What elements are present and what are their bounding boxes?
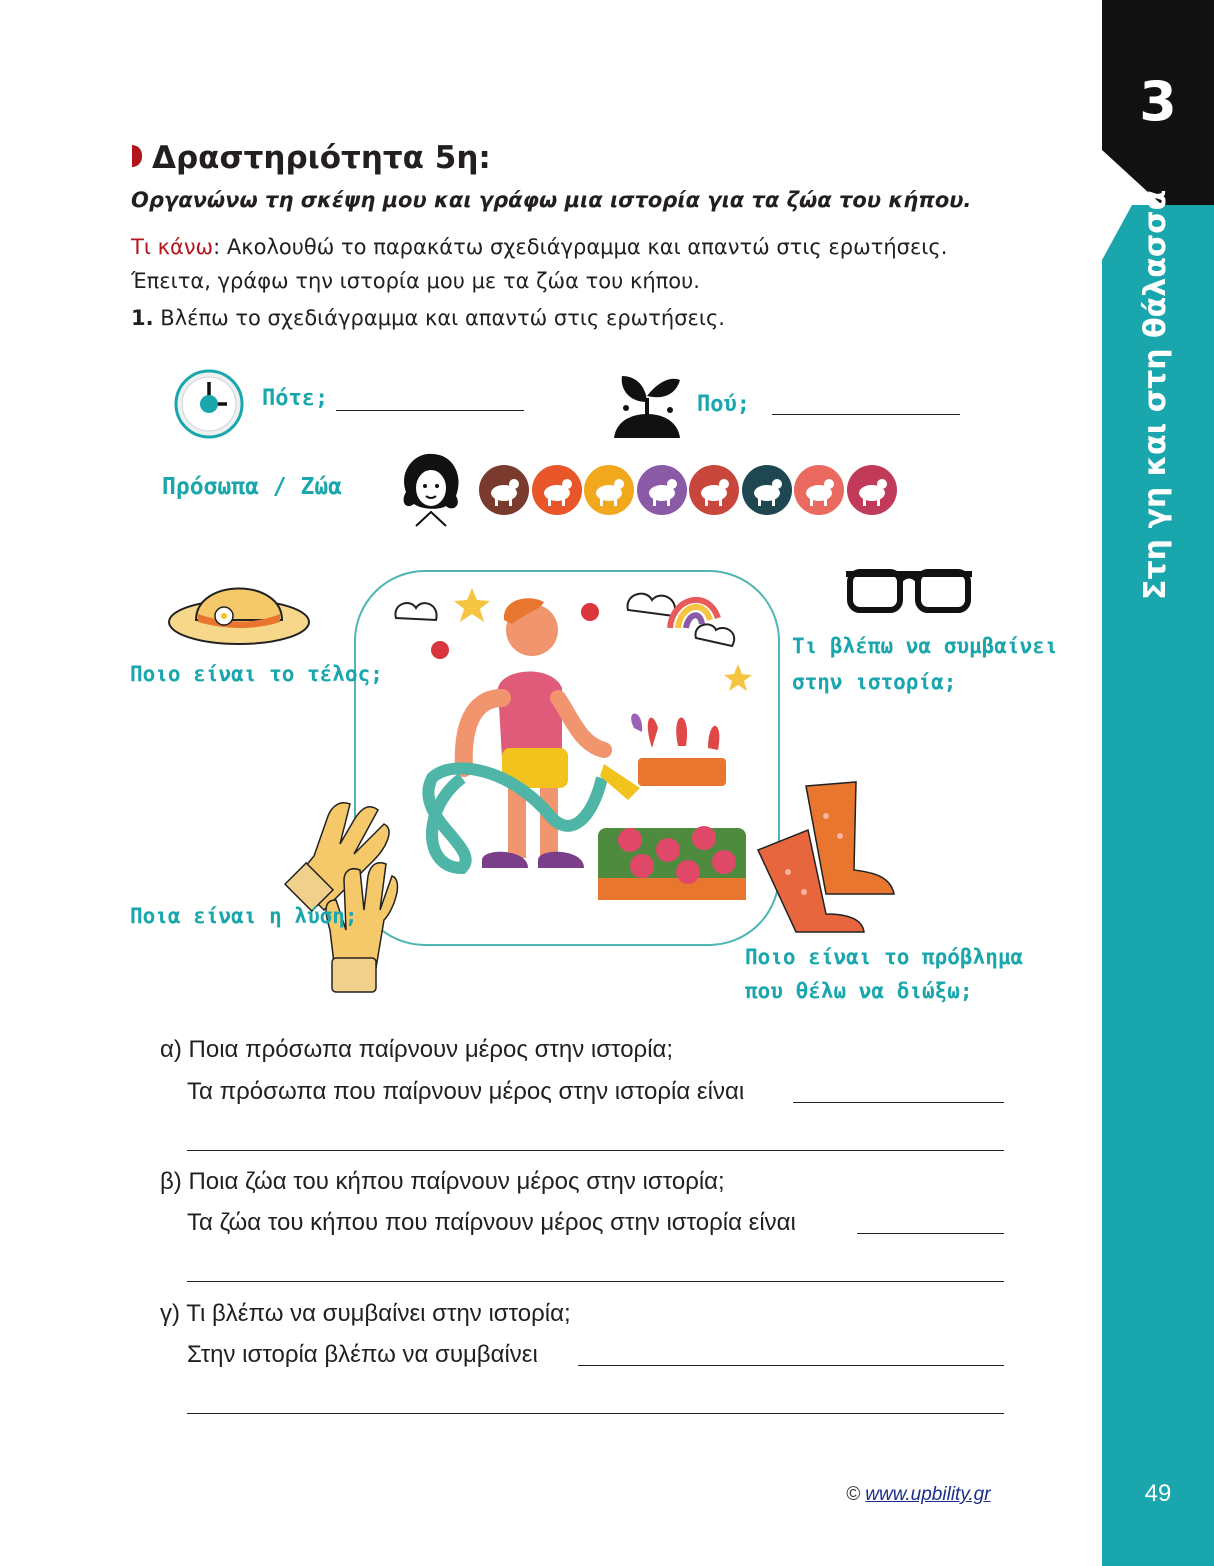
chicken-icon [847,465,897,515]
page-number: 49 [1144,1480,1172,1507]
step-text: Βλέπω το σχεδιάγραμμα και απαντώ στις ερωτήσεις. [160,306,725,330]
activity-title [132,140,491,176]
sun-hat-icon [166,566,312,650]
band-notch [1102,205,1132,265]
instructions-lead: Τι κάνω [131,235,214,259]
donkey-icon [637,465,687,515]
answer-b-line-1[interactable] [857,1233,1004,1234]
cat-icon [532,465,582,515]
plant-icon [608,362,686,440]
prompt-a: Τα πρόσωπα που παίρνουν μέρος στην ιστορία είναι [187,1078,745,1105]
when-label: Πότε; [262,386,329,411]
gardening-gloves-icon [284,800,408,996]
answer-a-line-2[interactable] [187,1150,1004,1151]
where-label: Πού; [697,392,750,417]
happening-label-line-1: Τι βλέπω να συμβαίνει [792,634,1058,658]
problem-label-line-1: Ποιο είναι το πρόβλημα [745,945,1024,969]
hen-icon [742,465,792,515]
problem-label [745,940,1023,1008]
answer-a-line-1[interactable] [793,1102,1004,1103]
question-a: α) Ποια πρόσωπα παίρνουν μέρος στην ιστορία; [160,1036,674,1063]
chapter-number: 3 [1139,70,1177,133]
clock-icon [173,368,245,440]
solution-label: Ποια είναι η λύση; [130,904,358,928]
copyright-symbol: © [846,1484,860,1505]
rain-boots-icon [756,776,898,934]
where-answer-line[interactable] [772,414,960,415]
happening-label [792,628,1058,700]
happening-label-line-2: στην ιστορία; [792,670,957,694]
answer-b-line-2[interactable] [187,1281,1004,1282]
person-icon [396,450,466,530]
activity-title-text: Δραστηριότητα 5η: [152,140,491,176]
question-c: γ) Τι βλέπω να συμβαίνει στην ιστορία; [160,1300,571,1327]
footer [846,1484,991,1506]
instructions [131,230,1031,298]
answer-c-line-2[interactable] [187,1413,1004,1414]
dog-icon [584,465,634,515]
chapter-title-text: Στη γη και στη θάλασσα [1138,189,1173,600]
rabbit-icon [794,465,844,515]
prompt-b: Τα ζώα του κήπου που παίρνουν μέρος στην ιστορία είναι [187,1209,796,1236]
title-marker-icon [132,145,142,167]
prompt-c: Στην ιστορία βλέπω να συμβαίνει [187,1341,538,1368]
question-b: β) Ποια ζώα του κήπου παίρνουν μέρος στην ιστορία; [160,1168,725,1195]
answer-c-line-1[interactable] [578,1365,1004,1366]
characters-label: Πρόσωπα / Ζώα [162,474,343,500]
instructions-text: : Ακολουθώ το παρακάτω σχεδιάγραμμα και απαντώ στις ερωτήσεις. Έπειτα, γράφω την ιστορία μου με τα ζώα του κήπου. [131,235,948,293]
when-answer-line[interactable] [336,410,524,411]
website-link[interactable]: www.upbility.gr [865,1484,991,1505]
rooster-icon [689,465,739,515]
step-number: 1. [131,306,154,330]
horse-icon [479,465,529,515]
ending-label: Ποιο είναι το τέλος; [130,662,383,686]
problem-label-line-2: που θέλω να διώξω; [745,979,973,1003]
garden-illustration [352,568,782,948]
activity-subtitle: Οργανώνω τη σκέψη μου και γράφω μια ιστορία για τα ζώα του κήπου. [131,188,972,212]
glasses-icon [846,566,972,614]
step-1 [131,306,725,330]
